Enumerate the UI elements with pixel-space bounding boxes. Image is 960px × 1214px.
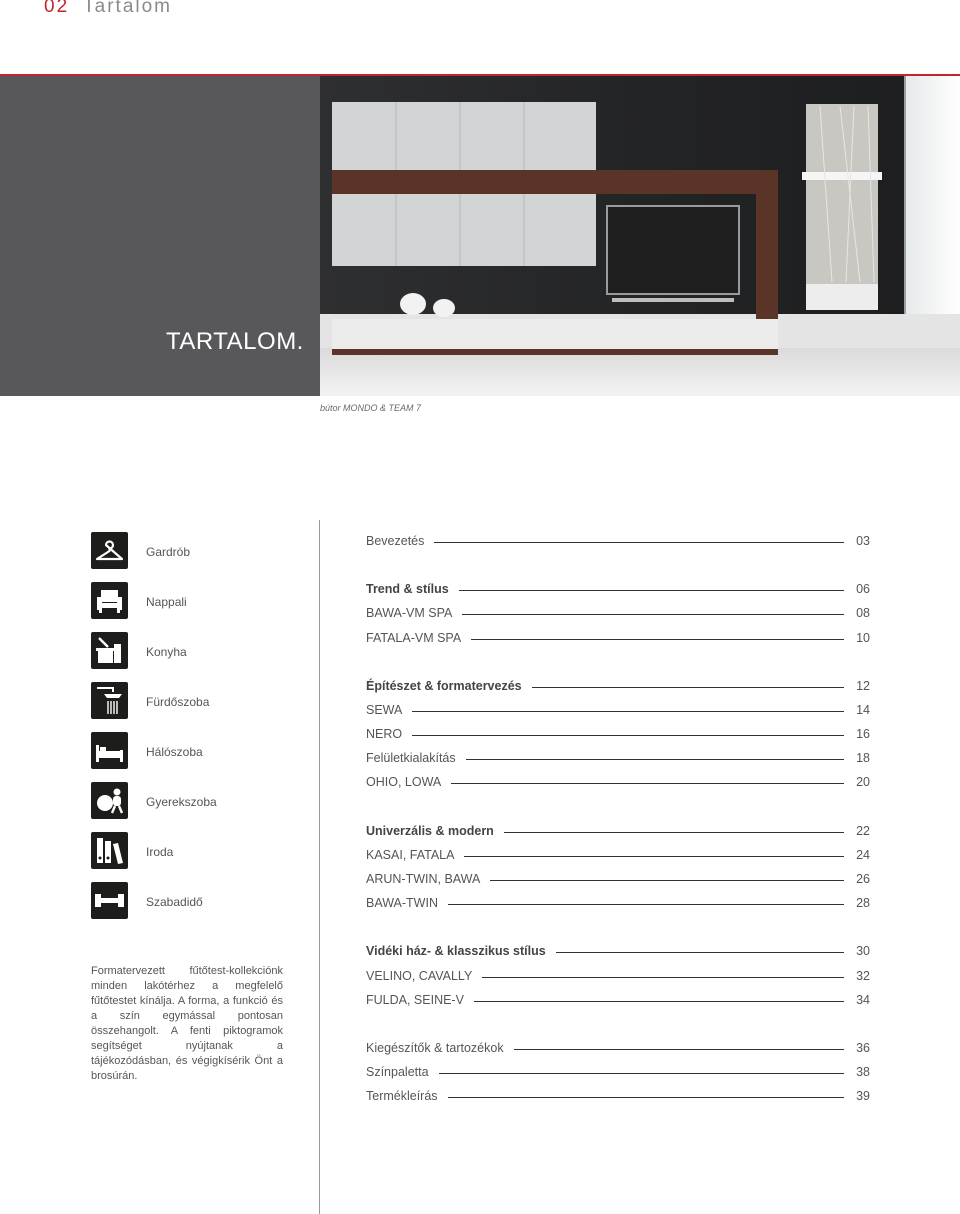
toc-leader-line	[464, 856, 844, 857]
toc-entry-title: VELINO, CAVALLY	[366, 969, 473, 983]
room-item-furdoszoba	[91, 682, 311, 720]
room-item-gyerekszoba	[91, 782, 311, 820]
room-item-iroda	[91, 832, 311, 870]
toc-entry-title: Vidéki ház- & klasszikus stílus	[366, 944, 546, 958]
toc-entry-title: BAWA-VM SPA	[366, 606, 453, 620]
room-label: Iroda	[146, 845, 174, 859]
toc-entry-title: Színpaletta	[366, 1065, 429, 1079]
toc-entry-title: Felületkialakítás	[366, 751, 456, 765]
dumbbell-icon	[91, 882, 128, 919]
toc-leader-line	[556, 952, 844, 953]
kitchen-pot-icon	[91, 632, 128, 669]
toc-leader-line	[451, 783, 844, 784]
toc-entry-page: 14	[856, 703, 870, 717]
page-header	[44, 0, 172, 18]
toc-entry-page: 30	[856, 944, 870, 958]
page-number: 02	[44, 0, 70, 17]
hanger-icon	[91, 532, 128, 569]
toc-entry-page: 08	[856, 606, 870, 620]
toc-entry-page: 28	[856, 896, 870, 910]
toc-entry-page: 32	[856, 969, 870, 983]
toc-entry[interactable]	[366, 989, 870, 1007]
toc-entry[interactable]	[366, 530, 870, 548]
toc-entry-title: ARUN-TWIN, BAWA	[366, 872, 481, 886]
toc-leader-line	[474, 1001, 844, 1002]
room-label: Fürdőszoba	[146, 695, 210, 709]
toc-entry-page: 10	[856, 631, 870, 645]
armchair-icon	[91, 582, 128, 619]
toc-entry-title: Bevezetés	[366, 534, 425, 548]
toc-entry-page: 36	[856, 1041, 870, 1055]
page-header-title: Tartalom	[83, 0, 172, 17]
toc-entry-page: 26	[856, 872, 870, 886]
toc-entry-title: NERO	[366, 727, 403, 741]
bed-icon	[91, 732, 128, 769]
room-item-konyha	[91, 632, 311, 670]
toc-entry-title: SEWA	[366, 703, 403, 717]
room-label: Gardrób	[146, 545, 191, 559]
toc-entry-page: 03	[856, 534, 870, 548]
toc-leader-line	[434, 542, 844, 543]
toc-section-heading[interactable]	[366, 578, 870, 596]
toc-entry[interactable]	[366, 1061, 870, 1079]
toc-entry-title: FULDA, SEINE-V	[366, 993, 464, 1007]
toc-leader-line	[471, 639, 844, 640]
toc-leader-line	[448, 1097, 844, 1098]
room-label: Szabadidő	[146, 895, 203, 909]
toc-leader-line	[514, 1049, 844, 1050]
binders-icon	[91, 832, 128, 869]
toc-entry-title: Kiegészítők & tartozékok	[366, 1041, 504, 1055]
hero-title: TARTALOM.	[166, 328, 304, 355]
toc-entry[interactable]	[366, 892, 870, 910]
toc-entry[interactable]	[366, 747, 870, 765]
room-label: Hálószoba	[146, 745, 203, 759]
toc-entry-title: Termékleírás	[366, 1089, 438, 1103]
hero-photo	[320, 76, 960, 396]
room-label: Konyha	[146, 645, 187, 659]
toc-leader-line	[504, 832, 844, 833]
toc-entry-title: FATALA-VM SPA	[366, 631, 462, 645]
toc-entry-title: Építészet & formatervezés	[366, 679, 522, 693]
toc-entry-page: 24	[856, 848, 870, 862]
room-label: Nappali	[146, 595, 187, 609]
toc-leader-line	[532, 687, 844, 688]
toc-entry-title: OHIO, LOWA	[366, 775, 442, 789]
toc-entry[interactable]	[366, 844, 870, 862]
toc-entry-title: Univerzális & modern	[366, 824, 494, 838]
toc-entry-page: 06	[856, 582, 870, 596]
toc-entry[interactable]	[366, 965, 870, 983]
toc-leader-line	[482, 977, 844, 978]
toc-leader-line	[490, 880, 844, 881]
toc-entry-page: 16	[856, 727, 870, 741]
toc-entry-page: 34	[856, 993, 870, 1007]
toc-entry-title: Trend & stílus	[366, 582, 449, 596]
toc-leader-line	[466, 759, 844, 760]
intro-paragraph: Formatervezett fűtőtest-kollekciónk minden lakótérhez a megfelelő fűtőtestet kínálja. A forma, a funkció és a szín egymással pontosan összehangolt. A fenti piktogramok segítséget nyújtanak a tájékozódásban, és végigkísérik Önt a brosúrán.	[91, 965, 283, 1082]
toys-icon	[91, 782, 128, 819]
room-item-haloszoba	[91, 732, 311, 770]
toc-entry-page: 18	[856, 751, 870, 765]
toc-section-heading[interactable]	[366, 940, 870, 958]
toc-entry-title: KASAI, FATALA	[366, 848, 455, 862]
toc-leader-line	[439, 1073, 844, 1074]
toc-leader-line	[412, 711, 844, 712]
toc-entry[interactable]	[366, 627, 870, 645]
toc-entry-page: 38	[856, 1065, 870, 1079]
toc-entry-title: BAWA-TWIN	[366, 896, 438, 910]
toc-section-heading[interactable]	[366, 820, 870, 838]
room-item-szabadido	[91, 882, 311, 920]
toc-entry-page: 12	[856, 679, 870, 693]
toc-leader-line	[462, 614, 844, 615]
toc-entry[interactable]	[366, 602, 870, 620]
toc-entry[interactable]	[366, 723, 870, 741]
photo-caption: bútor MONDO & TEAM 7	[320, 403, 422, 413]
column-divider	[319, 520, 320, 1214]
toc-leader-line	[448, 904, 844, 905]
toc-leader-line	[459, 590, 844, 591]
toc-entry-page: 20	[856, 775, 870, 789]
room-label: Gyerekszoba	[146, 795, 217, 809]
toc-entry[interactable]	[366, 1085, 870, 1103]
toc-entry[interactable]	[366, 1037, 870, 1055]
room-item-nappali	[91, 582, 311, 620]
toc-entry[interactable]	[366, 868, 870, 886]
toc-entry[interactable]	[366, 699, 870, 717]
room-item-gardrob	[91, 532, 311, 570]
shower-icon	[91, 682, 128, 719]
toc-entry[interactable]	[366, 771, 870, 789]
toc-entry-page: 39	[856, 1089, 870, 1103]
toc-entry-page: 22	[856, 824, 870, 838]
toc-leader-line	[412, 735, 844, 736]
toc-section-heading[interactable]	[366, 675, 870, 693]
